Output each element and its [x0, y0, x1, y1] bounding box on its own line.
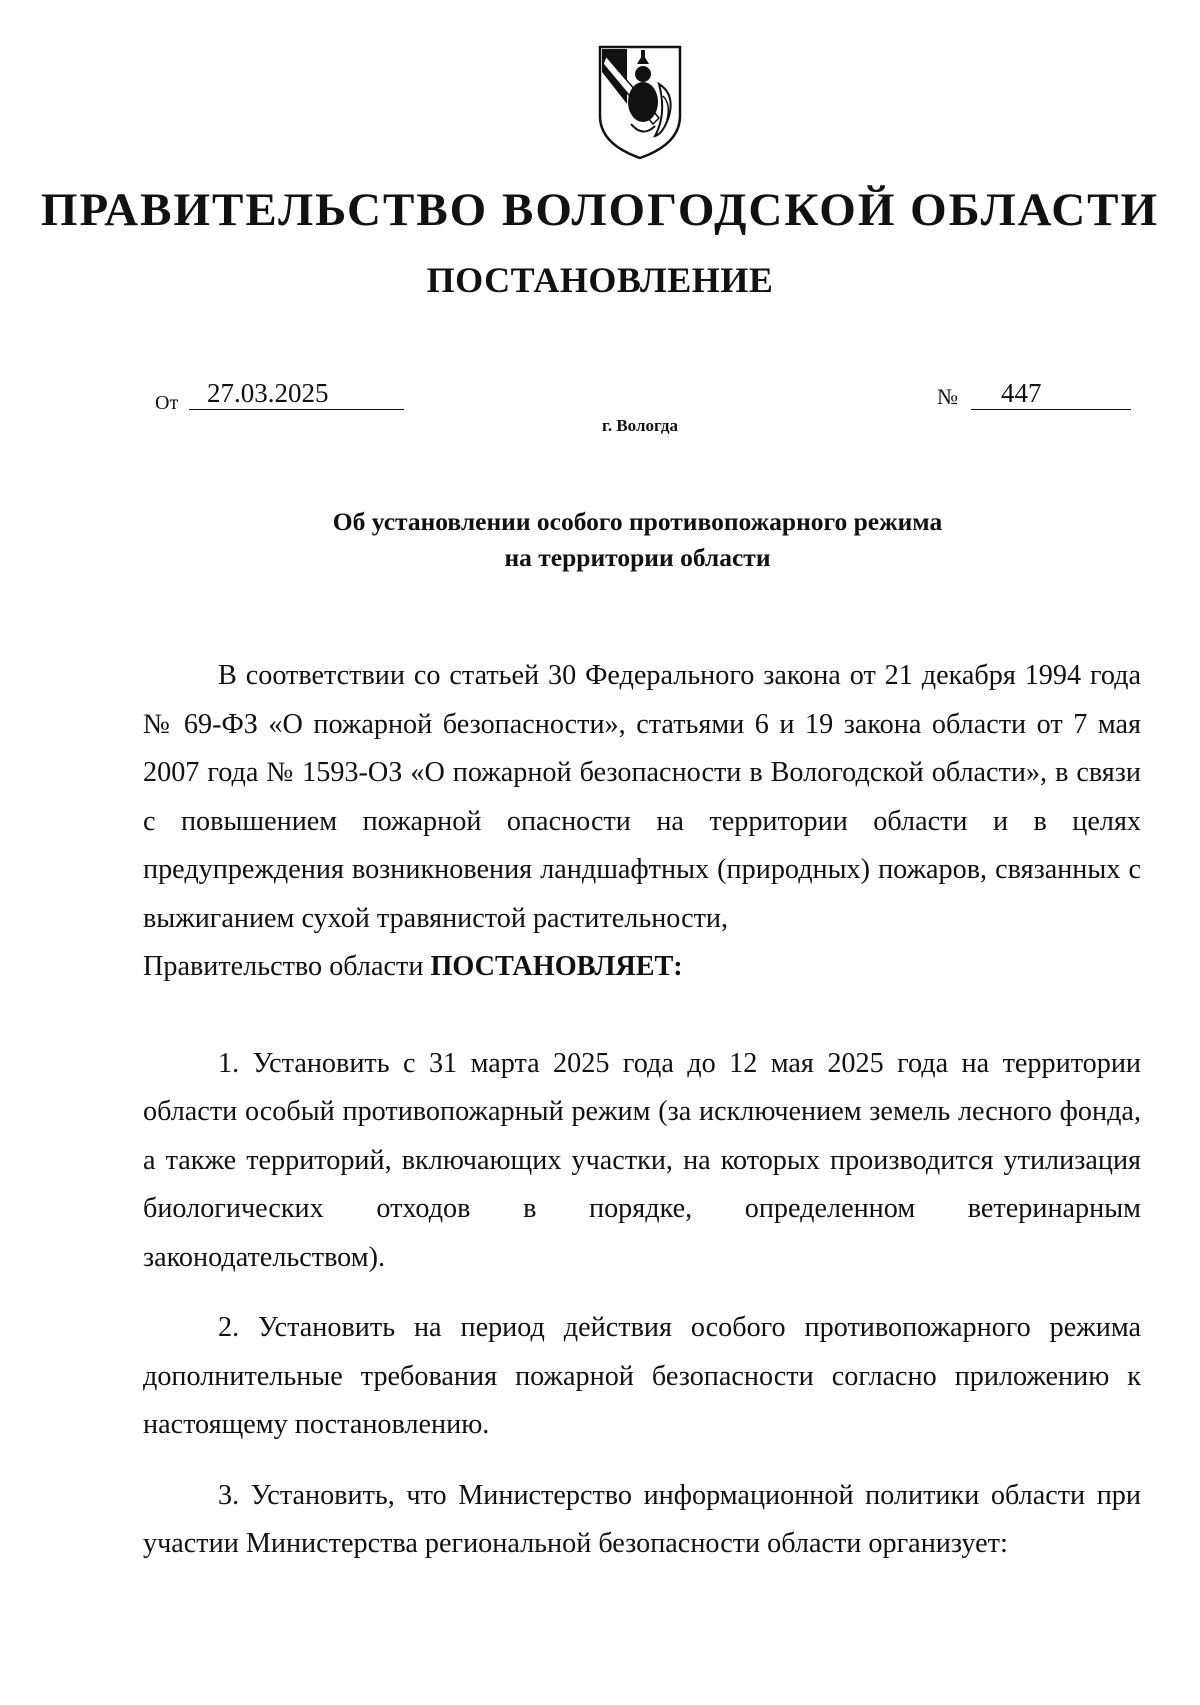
resolves-paragraph [143, 943, 1141, 992]
subject-line-1: Об установлении особого противопожарного режима [332, 507, 943, 536]
document-number: 447 [971, 376, 1131, 410]
resolves-prefix: Правительство области [143, 951, 431, 982]
number-prefix: № [937, 384, 958, 409]
date-prefix: От [155, 392, 179, 414]
coat-of-arms-emblem [597, 44, 683, 162]
subject-line-2: на территории области [504, 543, 771, 572]
document-type: ПОСТАНОВЛЕНИЕ [426, 260, 774, 300]
paragraph-gap [143, 992, 1141, 1040]
item-paragraph-1: 1. Установить с 31 марта 2025 года до 12 мая 2025 года на территории области особый противопожарный режим (за исключением земель лесного фонда, а также территорий, включающих участки, на которых производится утилизация биологических отходов в порядке, определенном ветеринарным законодательством). [143, 1047, 1141, 1273]
city: г. Вологда [602, 416, 678, 435]
preamble-paragraph: В соответствии со статьей 30 Федерального закона от 21 декабря 1994 года № 69-ФЗ «О пожарной безопасности», статьями 6 и 19 закона области от 7 мая 2007 года № 1593-ОЗ «О пожарной безопасности в Вологодской области», в связи с повышением пожарной опасности на территории области и в целях предупреждения возникновения ландшафтных (природных) пожаров, связанных с выжиганием сухой травянистой растительности, [143, 660, 1141, 934]
government-title: ПРАВИТЕЛЬСТВО ВОЛОГОДСКОЙ ОБЛАСТИ [40, 184, 1160, 236]
document-body [143, 652, 1141, 1569]
document-subject [0, 504, 1200, 576]
document-date: 27.03.2025 [189, 376, 404, 410]
item-paragraph-3: 3. Установить, что Министерство информационной политики области при участии Министерства региональной безопасности области организует: [143, 1479, 1141, 1559]
resolves-word: ПОСТАНОВЛЯЕТ: [430, 951, 683, 982]
item-paragraph-2: 2. Установить на период действия особого противопожарного режима дополнительные требования пожарной безопасности согласно приложению к настоящему постановлению. [143, 1312, 1141, 1440]
